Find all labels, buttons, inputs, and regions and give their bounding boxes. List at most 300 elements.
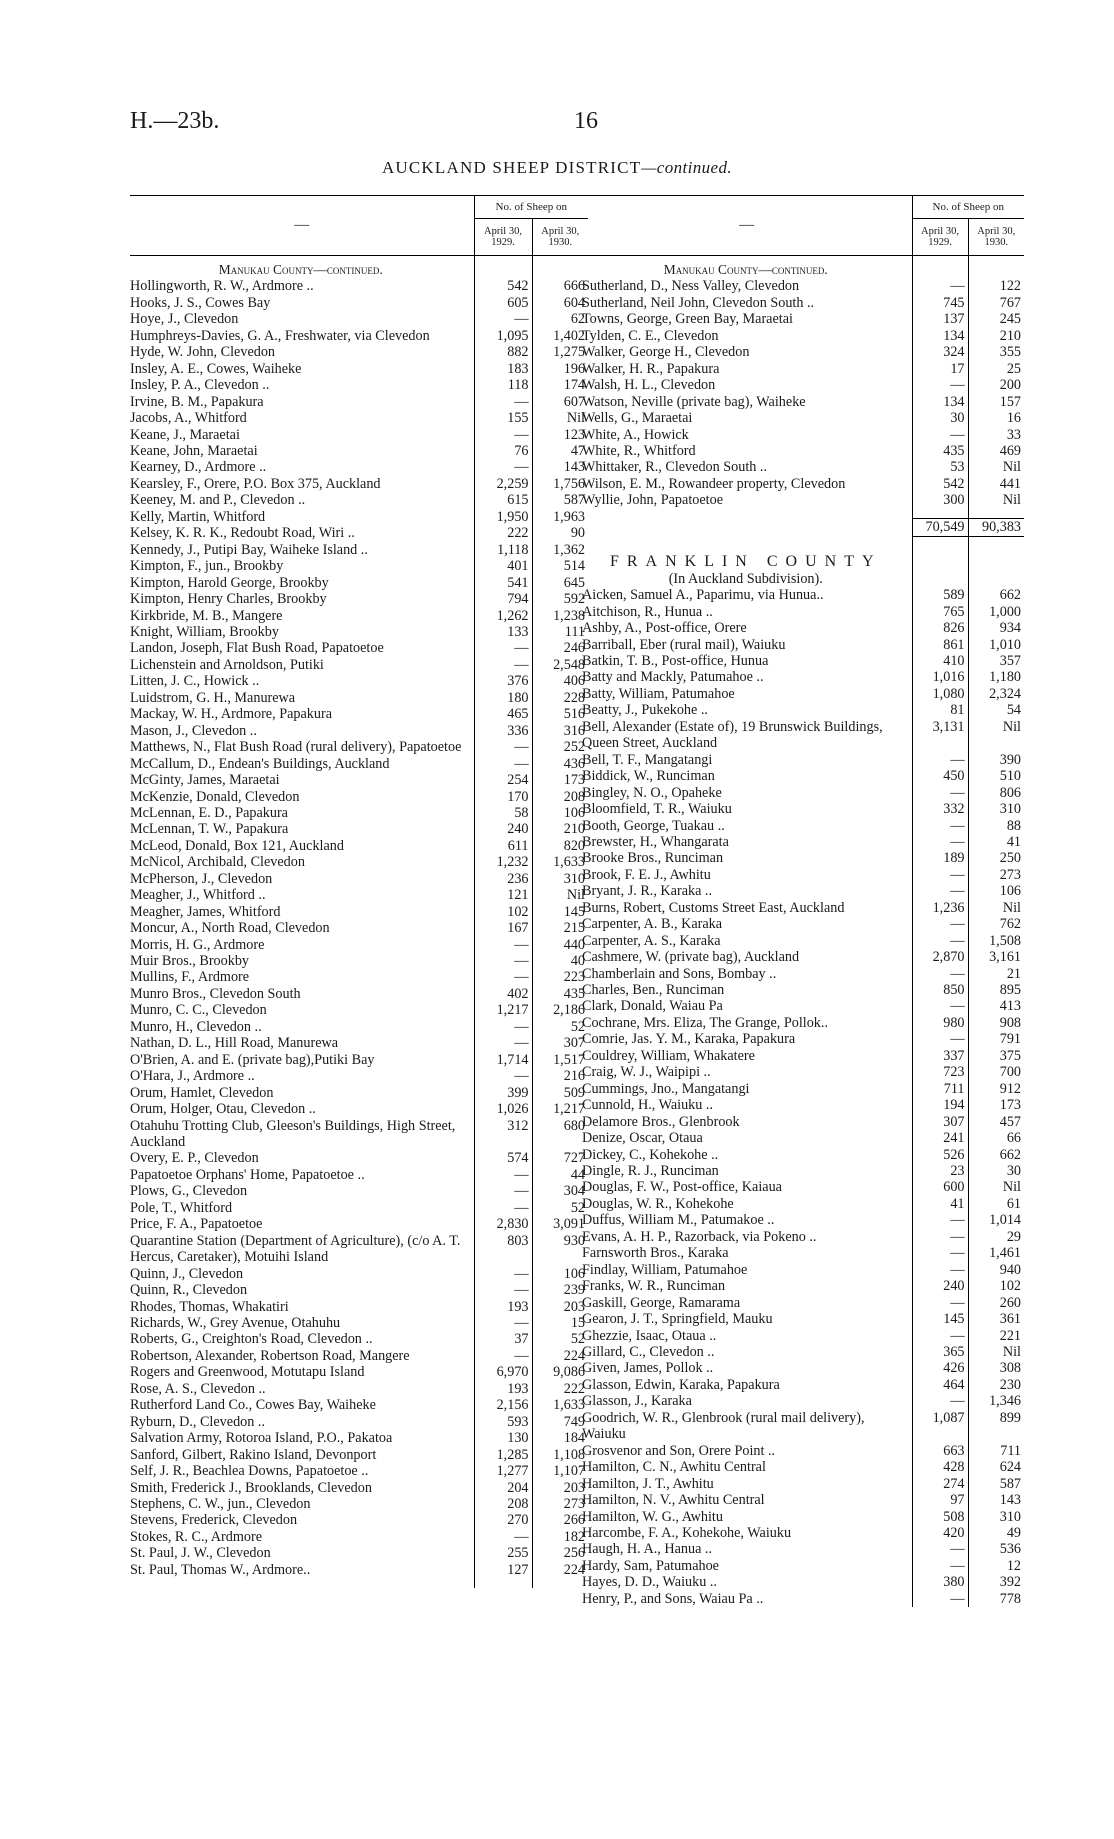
table-row bbox=[582, 443, 1024, 459]
holder-name: Biddick, W., Runciman bbox=[582, 768, 715, 785]
holder-name: Price, F. A., Papatoetoe bbox=[130, 1216, 263, 1233]
sheep-1929: 118 bbox=[474, 377, 532, 393]
table-row bbox=[130, 673, 588, 689]
holder-name: Gillard, C., Clevedon .. bbox=[582, 1344, 715, 1360]
table-row bbox=[130, 1364, 588, 1380]
sheep-1930: 457 bbox=[968, 1114, 1024, 1130]
holder-name: Stokes, R. C., Ardmore bbox=[130, 1528, 263, 1545]
sheep-1929: 274 bbox=[912, 1476, 968, 1492]
holder-name: Farnsworth Bros., Karaka bbox=[582, 1245, 729, 1262]
table-row bbox=[582, 278, 1024, 294]
sheep-1930: 208 bbox=[532, 789, 588, 805]
table-row bbox=[130, 344, 588, 360]
table-row bbox=[582, 1344, 1024, 1360]
sheep-1929: — bbox=[912, 933, 968, 949]
holder-name: Kearsley, F., Orere, P.O. Box 375, Auckland bbox=[130, 475, 381, 492]
sheep-1930: 436 bbox=[532, 756, 588, 772]
table-row bbox=[582, 719, 1024, 752]
sheep-1929: 336 bbox=[474, 723, 532, 739]
table-row bbox=[130, 871, 588, 887]
sheep-1930: 40 bbox=[532, 953, 588, 969]
sheep-1930: Nil bbox=[532, 410, 588, 426]
table-row bbox=[130, 591, 588, 607]
sheep-1929: — bbox=[474, 1200, 532, 1216]
sheep-1930: 895 bbox=[968, 982, 1024, 998]
holder-name: White, A., Howick bbox=[582, 426, 689, 443]
holder-name: Wells, G., Maraetai bbox=[582, 410, 693, 427]
sheep-1929: 745 bbox=[912, 295, 968, 311]
table-row bbox=[130, 756, 588, 772]
sheep-1929: — bbox=[912, 1558, 968, 1574]
holder-name: Lichenstein and Arnoldson, Putiki bbox=[130, 656, 324, 673]
sheep-1930: 791 bbox=[968, 1031, 1024, 1047]
table-row bbox=[582, 459, 1024, 475]
sheep-1930: 9,086 bbox=[532, 1364, 588, 1380]
table-row bbox=[130, 1150, 588, 1166]
table-row bbox=[130, 772, 588, 788]
table-row bbox=[130, 542, 588, 558]
table-row bbox=[130, 887, 588, 903]
holder-name: Towns, George, Green Bay, Maraetai bbox=[582, 311, 793, 328]
table-row bbox=[582, 1591, 1024, 1607]
table-row bbox=[130, 1348, 588, 1364]
holder-name: McLeod, Donald, Box 121, Auckland bbox=[130, 837, 344, 854]
sheep-1930: 52 bbox=[532, 1019, 588, 1035]
table-row bbox=[130, 986, 588, 1002]
sheep-1930: 228 bbox=[532, 690, 588, 706]
sheep-1929: — bbox=[912, 883, 968, 899]
sheep-1930: 1,217 bbox=[532, 1101, 588, 1117]
table-row bbox=[582, 966, 1024, 982]
sheep-1930: 666 bbox=[532, 278, 588, 294]
holder-name: Knight, William, Brookby bbox=[130, 623, 279, 640]
sheep-1929: 1,262 bbox=[474, 608, 532, 624]
table-row bbox=[130, 278, 588, 294]
holder-name: Muir Bros., Brookby bbox=[130, 953, 250, 970]
sheep-1929: 3,131 bbox=[912, 719, 968, 752]
table-row bbox=[582, 702, 1024, 718]
sheep-1929: 130 bbox=[474, 1430, 532, 1446]
sheep-1929: 102 bbox=[474, 904, 532, 920]
holder-name: Hoye, J., Clevedon bbox=[130, 311, 239, 328]
table-row bbox=[582, 834, 1024, 850]
sheep-1929: — bbox=[912, 818, 968, 834]
sheep-1930: 357 bbox=[968, 653, 1024, 669]
table-row bbox=[130, 904, 588, 920]
holder-name: Hooks, J. S., Cowes Bay bbox=[130, 294, 271, 311]
holder-name: Sutherland, Neil John, Clevedon South .. bbox=[582, 294, 815, 311]
sheep-1930: 184 bbox=[532, 1430, 588, 1446]
holder-name: Self, J. R., Beachlea Downs, Papatoetoe .. bbox=[130, 1463, 369, 1480]
sheep-1930: 216 bbox=[532, 1068, 588, 1084]
sheep-1930: 310 bbox=[968, 801, 1024, 817]
sheep-1929: 324 bbox=[912, 344, 968, 360]
holder-name: Wyllie, John, Papatoetoe bbox=[582, 492, 723, 509]
holder-name: Hamilton, J. T., Awhitu bbox=[582, 1475, 714, 1492]
sheep-1929: — bbox=[474, 937, 532, 953]
holder-name: White, R., Whitford bbox=[582, 442, 696, 459]
table-row bbox=[582, 801, 1024, 817]
sheep-1930: 182 bbox=[532, 1529, 588, 1545]
sheep-1930: 2,324 bbox=[968, 686, 1024, 702]
table-row bbox=[582, 328, 1024, 344]
sheep-1930: 662 bbox=[968, 1147, 1024, 1163]
sheep-1930: 1,010 bbox=[968, 637, 1024, 653]
table-row bbox=[582, 883, 1024, 899]
sheep-1930: 304 bbox=[532, 1183, 588, 1199]
sheep-1929: 794 bbox=[474, 591, 532, 607]
sheep-1930: 310 bbox=[532, 871, 588, 887]
table-row bbox=[582, 1525, 1024, 1541]
table-row bbox=[130, 1562, 588, 1578]
holder-name: Meagher, James, Whitford bbox=[130, 903, 281, 920]
sheep-1929: 420 bbox=[912, 1525, 968, 1541]
sheep-1929: — bbox=[474, 1068, 532, 1084]
sheep-1929: 127 bbox=[474, 1562, 532, 1578]
sheep-1930: 778 bbox=[968, 1591, 1024, 1607]
sheep-1929: 711 bbox=[912, 1081, 968, 1097]
holder-name: Ryburn, D., Clevedon .. bbox=[130, 1413, 265, 1430]
april-1930-header: April 30, 1930. bbox=[532, 219, 588, 256]
table-row bbox=[130, 1430, 588, 1446]
sheep-1929: 1,080 bbox=[912, 686, 968, 702]
holder-name: Jacobs, A., Whitford bbox=[130, 410, 247, 427]
holder-name: Landon, Joseph, Flat Bush Road, Papatoetoe bbox=[130, 640, 384, 657]
table-row bbox=[130, 1529, 588, 1545]
sheep-1930: 173 bbox=[968, 1097, 1024, 1113]
sheep-1929: 465 bbox=[474, 706, 532, 722]
sheep-1929: 593 bbox=[474, 1414, 532, 1430]
sheep-1929: 663 bbox=[912, 1443, 968, 1459]
april-1929-header: April 30, 1929. bbox=[474, 219, 532, 256]
sheep-1929: — bbox=[912, 1328, 968, 1344]
sheep-1930: 940 bbox=[968, 1262, 1024, 1278]
holder-name: Aicken, Samuel A., Paparimu, via Hunua.. bbox=[582, 587, 824, 604]
table-row bbox=[582, 1163, 1024, 1179]
sheep-1930: 1,756 bbox=[532, 476, 588, 492]
table-row bbox=[582, 1262, 1024, 1278]
holder-name: Kirkbride, M. B., Mangere bbox=[130, 607, 283, 624]
holder-name: Walsh, H. L., Clevedon bbox=[582, 377, 716, 394]
sheep-1930: 3,091 bbox=[532, 1216, 588, 1232]
sheep-1930: 44 bbox=[532, 1167, 588, 1183]
table-row bbox=[130, 509, 588, 525]
sheep-1929: 428 bbox=[912, 1459, 968, 1475]
holder-name: Keane, J., Maraetai bbox=[130, 426, 240, 443]
table-row bbox=[130, 459, 588, 475]
holder-name: Bloomfield, T. R., Waiuku bbox=[582, 801, 732, 818]
sheep-1930: 230 bbox=[968, 1377, 1024, 1393]
sheep-1930: 514 bbox=[532, 558, 588, 574]
sheep-1929: 380 bbox=[912, 1574, 968, 1590]
holder-name: Kimpton, Harold George, Brookby bbox=[130, 574, 329, 591]
sheep-1930: 390 bbox=[968, 752, 1024, 768]
sheep-1930: 1,275 bbox=[532, 344, 588, 360]
sheep-1929: 270 bbox=[474, 1512, 532, 1528]
table-row bbox=[582, 1558, 1024, 1574]
holder-name: Findlay, William, Patumahoe bbox=[582, 1261, 748, 1278]
holder-name: Munro, C. C., Clevedon bbox=[130, 1002, 267, 1019]
holder-name: Walker, H. R., Papakura bbox=[582, 360, 720, 377]
sheep-1929: 189 bbox=[912, 850, 968, 866]
sheep-1930: 930 bbox=[532, 1233, 588, 1266]
sheep-1930: 727 bbox=[532, 1150, 588, 1166]
holder-name: Batkin, T. B., Post-office, Hunua bbox=[582, 652, 769, 669]
holder-name: Given, James, Pollok .. bbox=[582, 1360, 714, 1377]
sheep-1930: 749 bbox=[532, 1414, 588, 1430]
table-row bbox=[130, 558, 588, 574]
sheep-1930: 106 bbox=[532, 1266, 588, 1282]
sheep-1929: 337 bbox=[912, 1048, 968, 1064]
sheep-1929: — bbox=[474, 1167, 532, 1183]
holder-name: Beatty, J., Pukekohe .. bbox=[582, 702, 708, 719]
sheep-1929: — bbox=[912, 785, 968, 801]
table-row bbox=[130, 1282, 588, 1298]
sheep-1929: 1,217 bbox=[474, 1002, 532, 1018]
holder-name: McNicol, Archibald, Clevedon bbox=[130, 854, 305, 871]
sheep-1929: — bbox=[474, 969, 532, 985]
sheep-1929: 435 bbox=[912, 443, 968, 459]
sheep-1929: — bbox=[912, 1262, 968, 1278]
sheep-1929: 30 bbox=[912, 410, 968, 426]
table-row bbox=[130, 1266, 588, 1282]
sheep-1930: 307 bbox=[532, 1035, 588, 1051]
table-row bbox=[582, 1476, 1024, 1492]
sheep-1930: Nil bbox=[968, 492, 1024, 508]
table-row bbox=[130, 1052, 588, 1068]
sheep-1930: 25 bbox=[968, 361, 1024, 377]
sheep-1929: 307 bbox=[912, 1114, 968, 1130]
sheep-1930: 1,402 bbox=[532, 328, 588, 344]
holder-name: St. Paul, Thomas W., Ardmore.. bbox=[130, 1561, 311, 1578]
sheep-1930: 934 bbox=[968, 620, 1024, 636]
table-row bbox=[130, 1200, 588, 1216]
holder-name: Otahuhu Trotting Club, Gleeson's Buildings, High Street, Auckland bbox=[130, 1117, 456, 1151]
sheep-1930: 1,633 bbox=[532, 1397, 588, 1413]
holder-name: Goodrich, W. R., Glenbrook (rural mail delivery), Waiuku bbox=[582, 1409, 865, 1443]
table-row bbox=[582, 1097, 1024, 1113]
sheep-1930: 2,548 bbox=[532, 657, 588, 673]
table-row bbox=[130, 1068, 588, 1084]
right-table bbox=[582, 195, 1024, 1607]
sheep-1929: — bbox=[474, 1266, 532, 1282]
table-row bbox=[582, 1015, 1024, 1031]
table-row bbox=[582, 344, 1024, 360]
sheep-1930: 509 bbox=[532, 1085, 588, 1101]
table-row bbox=[130, 1480, 588, 1496]
sheep-1930: Nil bbox=[968, 1344, 1024, 1360]
sheep-1930: 2,186 bbox=[532, 1002, 588, 1018]
sheep-1929: 155 bbox=[474, 410, 532, 426]
table-row bbox=[130, 1512, 588, 1528]
table-row bbox=[130, 969, 588, 985]
table-row bbox=[130, 953, 588, 969]
holder-name: Cunnold, H., Waiuku .. bbox=[582, 1097, 714, 1114]
sheep-1930: 441 bbox=[968, 476, 1024, 492]
sheep-1929: 402 bbox=[474, 986, 532, 1002]
left-column bbox=[130, 195, 588, 1712]
holder-name: Rutherford Land Co., Cowes Bay, Waiheke bbox=[130, 1397, 376, 1414]
sheep-1929: — bbox=[912, 752, 968, 768]
table-row bbox=[130, 838, 588, 854]
sheep-1929: 208 bbox=[474, 1496, 532, 1512]
table-row bbox=[130, 1101, 588, 1117]
table-row bbox=[582, 1245, 1024, 1261]
sheep-1929: — bbox=[474, 311, 532, 327]
holder-name: Keane, John, Maraetai bbox=[130, 442, 258, 459]
sheep-1929: 508 bbox=[912, 1509, 968, 1525]
sheep-1930: 200 bbox=[968, 377, 1024, 393]
holder-name: Munro, H., Clevedon .. bbox=[130, 1018, 262, 1035]
sheep-1930: 392 bbox=[968, 1574, 1024, 1590]
holder-name: Tylden, C. E., Clevedon bbox=[582, 327, 719, 344]
sheep-1929: 145 bbox=[912, 1311, 968, 1327]
sheep-1930: 1,014 bbox=[968, 1212, 1024, 1228]
sheep-1929: 850 bbox=[912, 982, 968, 998]
holder-name: Barriball, Eber (rural mail), Waiuku bbox=[582, 636, 786, 653]
sheep-1929: 133 bbox=[474, 624, 532, 640]
sheep-1930: 66 bbox=[968, 1130, 1024, 1146]
sheep-1929: — bbox=[474, 459, 532, 475]
table-row bbox=[582, 1229, 1024, 1245]
april-1930-header: April 30, 1930. bbox=[968, 219, 1024, 256]
table-row bbox=[582, 1492, 1024, 1508]
sheep-1930: 1,963 bbox=[532, 509, 588, 525]
holder-name: Douglas, F. W., Post-office, Kaiaua bbox=[582, 1179, 782, 1196]
sheep-1929: 134 bbox=[912, 328, 968, 344]
table-row bbox=[582, 1541, 1024, 1557]
sheep-1930: 224 bbox=[532, 1348, 588, 1364]
sheep-1930: 1,508 bbox=[968, 933, 1024, 949]
table-row bbox=[582, 998, 1024, 1014]
holder-name: Orum, Holger, Otau, Clevedon .. bbox=[130, 1101, 316, 1118]
title-continued: —continued. bbox=[641, 158, 733, 177]
holder-name: Salvation Army, Rotoroa Island, P.O., Pakatoa bbox=[130, 1430, 393, 1447]
sheep-1930: 224 bbox=[532, 1562, 588, 1578]
holder-name: Moncur, A., North Road, Clevedon bbox=[130, 920, 330, 937]
sheep-1929: 170 bbox=[474, 789, 532, 805]
table-row bbox=[582, 361, 1024, 377]
table-row bbox=[130, 1315, 588, 1331]
holder-name: Kearney, D., Ardmore .. bbox=[130, 459, 267, 476]
table-row bbox=[130, 1019, 588, 1035]
sheep-1929: 1,026 bbox=[474, 1101, 532, 1117]
sheep-1929: 1,950 bbox=[474, 509, 532, 525]
table-row bbox=[582, 620, 1024, 636]
holder-name: Overy, E. P., Clevedon bbox=[130, 1150, 259, 1167]
section-subheading: (In Auckland Subdivision). bbox=[668, 570, 823, 587]
holder-name: Dickey, C., Kohekohe .. bbox=[582, 1146, 719, 1163]
holder-name: Evans, A. H. P., Razorback, via Pokeno .. bbox=[582, 1228, 817, 1245]
holder-name: Clark, Donald, Waiau Pa bbox=[582, 998, 723, 1015]
total-row bbox=[582, 519, 1024, 536]
sheep-1929: 574 bbox=[474, 1150, 532, 1166]
table-row bbox=[582, 1048, 1024, 1064]
sheep-1929: 193 bbox=[474, 1381, 532, 1397]
sheep-1930: 145 bbox=[532, 904, 588, 920]
sheep-1930: 440 bbox=[532, 937, 588, 953]
holder-name: McCallum, D., Endean's Buildings, Auckland bbox=[130, 755, 390, 772]
sheep-1930: 245 bbox=[968, 311, 1024, 327]
sheep-1929: 137 bbox=[912, 311, 968, 327]
sheep-1930: 12 bbox=[968, 1558, 1024, 1574]
holder-name: Henry, P., and Sons, Waiau Pa .. bbox=[582, 1590, 764, 1607]
sheep-1929: 23 bbox=[912, 1163, 968, 1179]
sheep-1929: — bbox=[912, 377, 968, 393]
sheep-1929: 376 bbox=[474, 673, 532, 689]
sheep-1929: — bbox=[474, 1348, 532, 1364]
table-row bbox=[582, 1574, 1024, 1590]
table-row bbox=[582, 1278, 1024, 1294]
table-row bbox=[582, 1147, 1024, 1163]
sheep-1929: 312 bbox=[474, 1118, 532, 1151]
table-row bbox=[130, 328, 588, 344]
sheep-1929: 1,118 bbox=[474, 542, 532, 558]
sheep-1930: 61 bbox=[968, 1196, 1024, 1212]
section-heading: Manukau County—continued. bbox=[218, 262, 383, 277]
holder-name: Chamberlain and Sons, Bombay .. bbox=[582, 965, 777, 982]
sheep-1929: 300 bbox=[912, 492, 968, 508]
holder-name: Sanford, Gilbert, Rakino Island, Devonport bbox=[130, 1446, 377, 1463]
sheep-1929: 615 bbox=[474, 492, 532, 508]
sheep-1930: 273 bbox=[532, 1496, 588, 1512]
sheep-1930: 1,517 bbox=[532, 1052, 588, 1068]
sheep-1930: 210 bbox=[968, 328, 1024, 344]
holder-name: Orum, Hamlet, Clevedon bbox=[130, 1084, 274, 1101]
sheep-1930: Nil bbox=[968, 900, 1024, 916]
table-row bbox=[582, 752, 1024, 768]
sheep-1930: 1,107 bbox=[532, 1463, 588, 1479]
sheep-1929: 365 bbox=[912, 1344, 968, 1360]
table-row bbox=[582, 295, 1024, 311]
right-table-body bbox=[582, 256, 1024, 1608]
sheep-1929: 426 bbox=[912, 1360, 968, 1376]
table-row bbox=[130, 1183, 588, 1199]
table-row bbox=[130, 1167, 588, 1183]
sheep-1930: Nil bbox=[968, 1179, 1024, 1195]
sheep-1930: 912 bbox=[968, 1081, 1024, 1097]
holder-name: McLennan, E. D., Papakura bbox=[130, 804, 288, 821]
table-row bbox=[130, 575, 588, 591]
table-row bbox=[582, 1212, 1024, 1228]
table-row bbox=[130, 657, 588, 673]
sheep-1929: — bbox=[474, 657, 532, 673]
holder-name: Comrie, Jas. Y. M., Karaka, Papakura bbox=[582, 1031, 796, 1048]
sheep-1930: 1,346 bbox=[968, 1393, 1024, 1409]
table-row bbox=[582, 1459, 1024, 1475]
sheep-1930: 102 bbox=[968, 1278, 1024, 1294]
table-row bbox=[582, 867, 1024, 883]
holder-name: Hollingworth, R. W., Ardmore .. bbox=[130, 278, 314, 295]
holder-name: Papatoetoe Orphans' Home, Papatoetoe .. bbox=[130, 1166, 365, 1183]
table-row bbox=[130, 608, 588, 624]
holder-name: Burns, Robert, Customs Street East, Auckland bbox=[582, 899, 845, 916]
sheep-1929: 826 bbox=[912, 620, 968, 636]
sheep-1929: — bbox=[912, 966, 968, 982]
sheep-1929: 464 bbox=[912, 1377, 968, 1393]
sheep-1929: 541 bbox=[474, 575, 532, 591]
sheep-1930: 536 bbox=[968, 1541, 1024, 1557]
sheep-1930: 361 bbox=[968, 1311, 1024, 1327]
sheep-count-header: No. of Sheep on bbox=[912, 196, 1024, 219]
sheep-1930: 16 bbox=[968, 410, 1024, 426]
table-row bbox=[582, 492, 1024, 508]
sheep-1929: 241 bbox=[912, 1130, 968, 1146]
holder-name: Mason, J., Clevedon .. bbox=[130, 722, 257, 739]
table-row bbox=[130, 1216, 588, 1232]
holder-name: O'Brien, A. and E. (private bag),Putiki Bay bbox=[130, 1051, 375, 1068]
table-row bbox=[582, 1393, 1024, 1409]
